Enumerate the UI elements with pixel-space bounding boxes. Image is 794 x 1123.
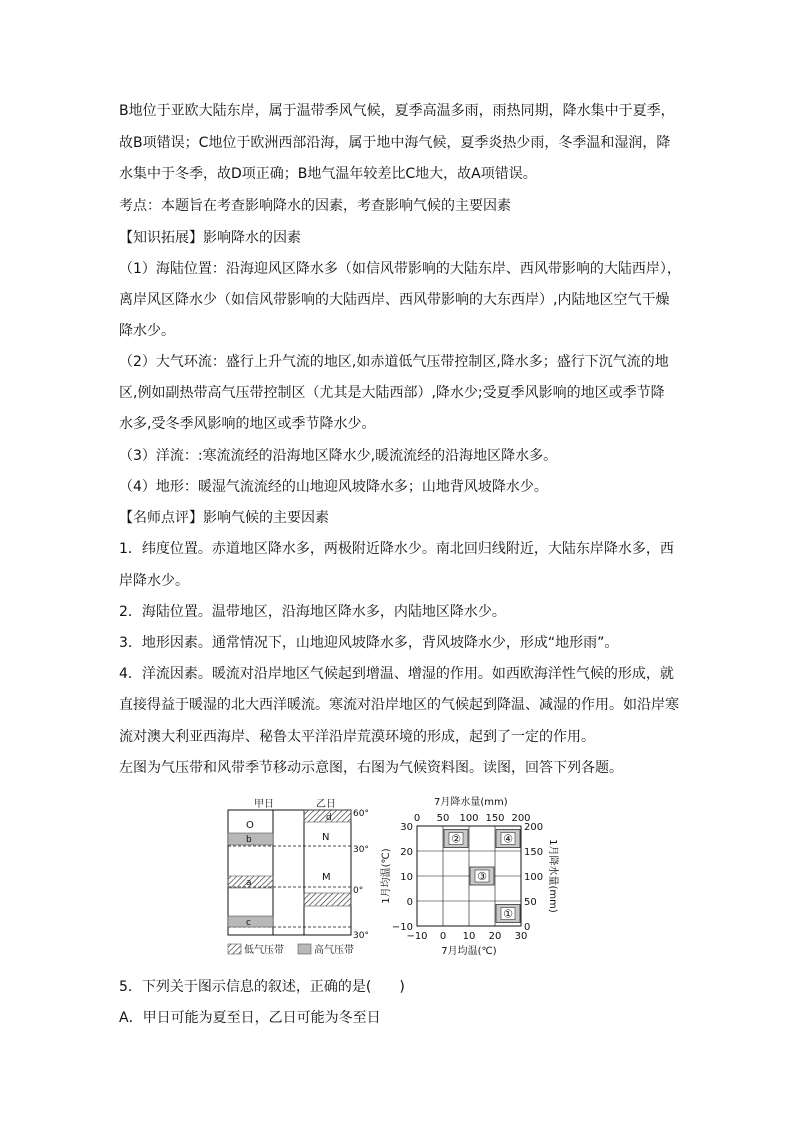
right-tick: 100: [524, 872, 544, 883]
text-line: 2．海陆位置。温带地区，沿海地区降水多，内陆地区降水少。: [119, 604, 506, 620]
lat-label: 30°: [353, 845, 369, 855]
text-line: 流对澳大利亚西海岸、秘鲁太平洋沿岸荒漠环境的形成，起到了一定的作用。: [119, 729, 595, 745]
col-label-yi: 乙日: [316, 799, 336, 810]
text-line: 区,例如副热带高气压带控制区（尤其是大陆西部）,降水少;受夏季风影响的地区或季节降: [119, 385, 665, 401]
right-axis-title: 1月降水量(mm): [547, 839, 558, 913]
text-line: 离岸风区降水少（如信风带影响的大陆西岸、西风带影响的大东西岸）,内陆地区空气干燥: [119, 292, 670, 308]
zone-label-n: N: [322, 832, 330, 843]
legend-high-pressure-label: 高气压带: [314, 945, 354, 956]
top-axis-title: 7月降水量(mm): [434, 797, 508, 808]
zone-label-c: c: [246, 918, 251, 928]
text-line: 考点：本题旨在考查影响降水的因素，考查影响气候的主要因素: [119, 198, 511, 214]
left-tick: 30: [400, 822, 413, 833]
text-line: （1）海陆位置：沿海迎风区降水多（如信风带影响的大陆东岸、西风带影响的大陆西岸），: [119, 261, 681, 277]
climate-point-label: ①: [503, 907, 513, 921]
bottom-axis-title: 7月均温(℃): [441, 946, 497, 957]
right-tick: 50: [524, 897, 537, 908]
text-line: 岸降水少。: [119, 573, 189, 589]
legend-low-pressure-label: 低气压带: [244, 945, 284, 956]
text-line: 水多,受冬季风影响的地区或季节降水少。: [119, 416, 376, 432]
climate-point-label: ④: [503, 832, 513, 846]
lat-label: 30°: [353, 931, 369, 941]
text-line: 4．洋流因素。暖流对沿岸地区气候起到增温、增湿的作用。如西欧海洋性气候的形成，就: [119, 666, 674, 682]
section-heading: 【名师点评】影响气候的主要因素: [119, 510, 329, 526]
text-line: （2）大气环流：盛行上升气流的地区,如赤道低气压带控制区,降水多；盛行下沉气流的地: [119, 354, 669, 370]
legend-high-pressure-swatch: [298, 944, 311, 954]
right-tick: 150: [524, 847, 544, 858]
bottom-tick: −10: [406, 931, 428, 942]
left-tick: 10: [400, 872, 413, 883]
right-tick: 0: [524, 922, 531, 933]
text-line: 直接得益于暖湿的北大西洋暖流。寒流对沿岸地区的气候起到降温、减湿的作用。如沿岸寒: [119, 697, 679, 713]
question-stem: 5．下列关于图示信息的叙述，正确的是( ): [119, 979, 405, 995]
text-line: 3．地形因素。通常情况下，山地迎风坡降水多，背风坡降水少，形成“地形雨”。: [119, 635, 619, 651]
left-tick: −10: [391, 922, 413, 933]
low-pressure-belt-m: [304, 893, 351, 906]
lat-label: 60°: [353, 809, 369, 819]
top-tick: 200: [511, 813, 531, 824]
text-line: （4）地形：暖湿气流流经的山地迎风坡降水多；山地背风坡降水少。: [119, 479, 548, 495]
option-a: A．甲日可能为夏至日，乙日可能为冬至日: [119, 1010, 381, 1026]
top-tick: 150: [485, 813, 505, 824]
lat-label: 0°: [353, 886, 364, 896]
climate-point-label: ③: [477, 870, 487, 883]
climate-chart: [379, 795, 560, 957]
figure-svg: [226, 796, 556, 962]
text-line: 水集中于冬季，故D项正确；B地气温年较差比C地大，故A项错误。: [119, 166, 537, 182]
bottom-tick: 0: [439, 931, 447, 942]
text-line: （3）洋流：:寒流流经的沿海地区降水少,暖流流经的沿海地区降水多。: [119, 448, 558, 464]
zone-label-a: a: [246, 878, 252, 888]
bottom-tick: 10: [462, 931, 476, 942]
bottom-tick: 20: [488, 931, 502, 942]
zone-label-o: O: [246, 820, 254, 831]
text-line: B地位于亚欧大陆东岸，属于温带季风气候，夏季高温多雨，雨热同期，降水集中于夏季，: [119, 103, 675, 119]
legend-low-pressure-swatch: [228, 944, 241, 954]
text-line: 1．纬度位置。赤道地区降水多，两极附近降水少。南北回归线附近，大陆东岸降水多，西: [119, 541, 674, 557]
text-line: 降水少。: [119, 323, 175, 339]
left-tick: 20: [400, 847, 413, 858]
left-tick: 0: [406, 897, 413, 908]
figure: [226, 796, 556, 966]
zone-label-m: M: [322, 872, 331, 883]
right-tick: 200: [524, 822, 544, 833]
zone-label-d: d: [326, 813, 332, 823]
text-line: 故B项错误；C地位于欧洲西部沿海，属于地中海气候，夏季炎热少雨，冬季温和湿润，降: [119, 135, 671, 151]
top-tick: 50: [436, 813, 450, 824]
zone-label-b: b: [246, 835, 252, 845]
top-tick: 100: [459, 813, 479, 824]
climate-point-label: ②: [451, 832, 461, 846]
bottom-tick: 30: [514, 931, 528, 942]
section-heading: 【知识拓展】影响降水的因素: [119, 230, 301, 246]
pressure-belt-diagram: [228, 798, 369, 956]
left-axis-title: 1月均温(℃): [381, 848, 392, 904]
col-label-jia: 甲日: [254, 799, 274, 810]
text-line: 左图为气压带和风带季节移动示意图，右图为气候资料图。读图，回答下列各题。: [119, 760, 623, 776]
top-tick: 0: [413, 813, 421, 824]
